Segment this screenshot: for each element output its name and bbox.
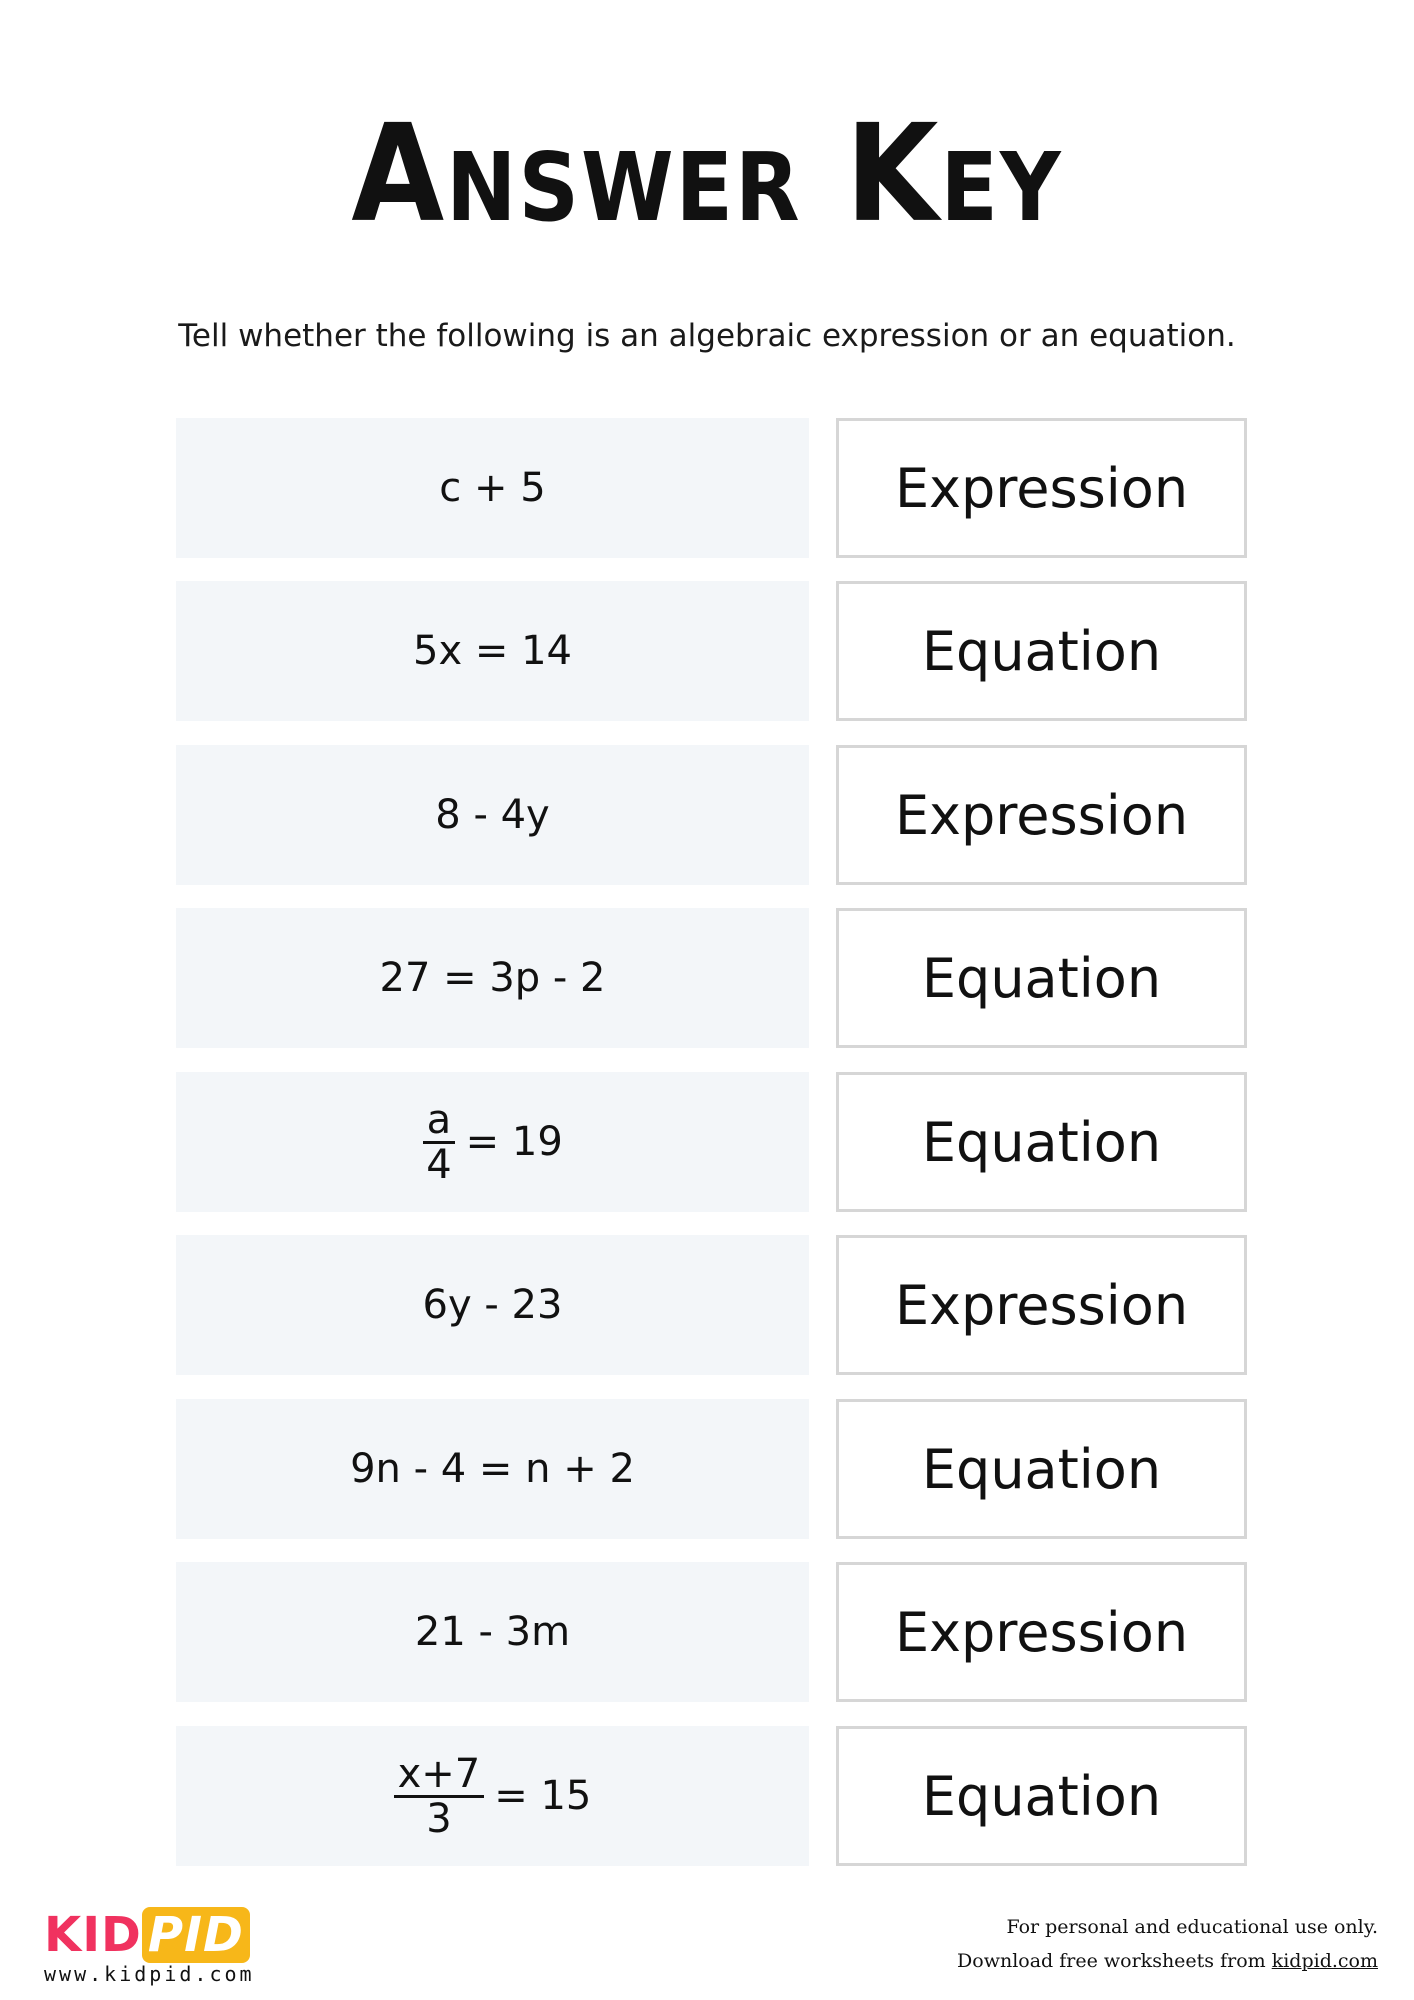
question-row [0,418,1414,558]
question-row [0,745,1414,885]
answer-box: Expression [836,418,1247,558]
logo-url: www.kidpid.com [44,1962,255,1986]
question-row [0,1562,1414,1702]
footer-usage-note: For personal and educational use only. [1006,1916,1378,1938]
fraction [394,1750,485,1842]
question-cell: 9n - 4 = n + 2 [176,1399,809,1539]
question-row [0,1072,1414,1212]
kidpid-logo [44,1907,250,1963]
fraction-denominator: 3 [426,1795,452,1842]
logo-pid-text: PID [142,1907,250,1963]
answer-box: Equation [836,1072,1247,1212]
answer-box: Expression [836,745,1247,885]
question-row [0,1399,1414,1539]
equation-rest: = 19 [465,1119,563,1165]
question-cell: 21 - 3m [176,1562,809,1702]
answer-box: Equation [836,581,1247,721]
question-cell [176,1726,809,1866]
question-cell: 5x = 14 [176,581,809,721]
instruction-text: Tell whether the following is an algebraic expression or an equation. [178,318,1236,354]
question-cell: 6y - 23 [176,1235,809,1375]
fraction [422,1096,455,1188]
answer-box: Equation [836,1399,1247,1539]
question-row [0,581,1414,721]
logo-kid-text: KID [44,1907,142,1963]
answer-box: Expression [836,1235,1247,1375]
kidpid-link[interactable]: kidpid.com [1271,1950,1378,1972]
fraction-denominator: 4 [426,1141,452,1188]
fraction-numerator: a [423,1099,456,1144]
equation-rest: = 15 [494,1773,592,1819]
footer-download-line [957,1944,1378,1978]
question-cell: 27 = 3p - 2 [176,908,809,1048]
question-cell [176,1072,809,1212]
page-title: Answer Key [351,96,1063,253]
footer-download-text: Download free worksheets from [957,1950,1272,1972]
answer-box: Equation [836,908,1247,1048]
question-cell: 8 - 4y [176,745,809,885]
footer [957,1910,1378,1978]
answer-box: Equation [836,1726,1247,1866]
question-row [0,908,1414,1048]
question-row [0,1726,1414,1866]
fraction-numerator: x+7 [394,1753,485,1798]
question-cell: c + 5 [176,418,809,558]
answer-box: Expression [836,1562,1247,1702]
question-row [0,1235,1414,1375]
